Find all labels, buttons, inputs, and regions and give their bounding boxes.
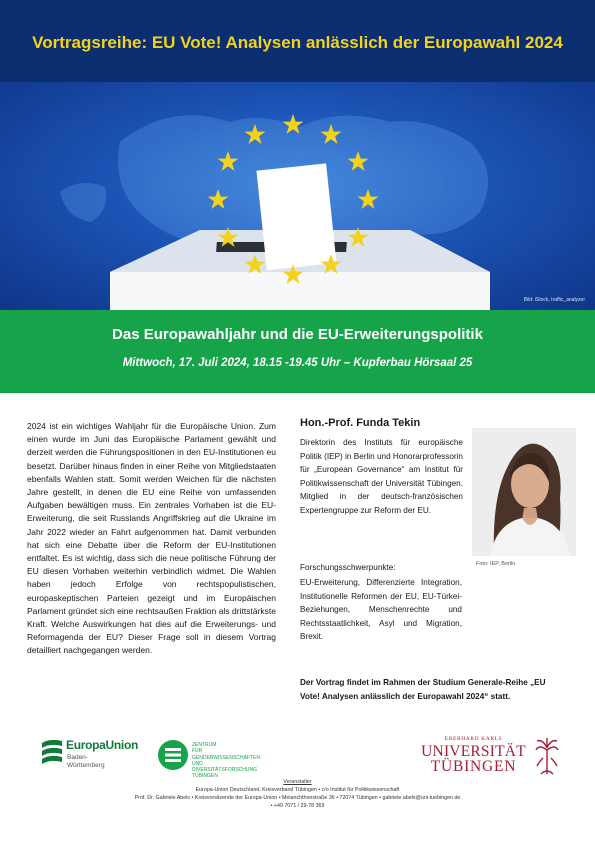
footer-line-2: Prof. Dr. Gabriele Abels • Kreisvorsitzende der Europa-Union • Melanchthonstraße 36 • 72074 Tübingen • gabriele.abels@uni-tuebingen.de	[134, 795, 461, 801]
series-note: Der Vortrag findet im Rahmen der Studium Generale-Reihe „EU Vote! Analysen anlässlich der Europawahl 2024“ statt.	[300, 678, 546, 701]
studium-logo-text	[192, 742, 260, 780]
event-details: Mittwoch, 17. Juli 2024, 18.15 -19.45 Uhr – Kupferbau Hörsaal 25	[122, 357, 473, 369]
footer-heading: Veranstalter	[283, 779, 312, 785]
page-title: Vortragsreihe: EU Vote! Analysen anlässlich der Europawahl 2024	[32, 33, 563, 52]
palm-tree-seal-icon	[533, 736, 561, 776]
hero-image	[0, 82, 595, 310]
footer	[0, 778, 595, 810]
studium-generale-logo	[158, 738, 260, 780]
speaker-photo	[472, 428, 576, 556]
event-subtitle: Das Europawahljahr und die EU-Erweiterungspolitik	[112, 326, 483, 343]
university-tuebingen-logo	[420, 736, 560, 780]
research-focus-text: EU-Erweiterung, Differenzierte Integration, Institutionelle Reformen der EU, EU-Türkei-Beziehungen, Menschenrechte und Rechtsstaatlichkeit, Asyl und Migration, Brexit.	[300, 578, 462, 642]
description-text: 2024 ist ein wichtiges Wahljahr für die Europäische Union. Zum einen wurde im Juni das Europäische Parlament gewählt und derzeit werden die Führungspositionen in den EU-Institutionen eu besetzt. Darüber hinaus finden in einer Reihe von Mitgliedstaaten ebenfalls Wahlen statt. Somit werden Weichen für die nächsten Jahre gestellt, in denen die EU eine Reihe von umfassenden Aufgaben bewältigen muss. Ein zentrales Vorhaben ist die EU-Erweiterung, die seit Russlands Angriffskrieg auf die Ukraine im Jahr 2022 wieder an Fahrt aufgenommen hat. Damit verbunden hat sich eine Debatte über die Reform der EU-Institutionen entfaltet. Es ist wichtig, dass sich die neue politische Führung der EU diesen Vorhaben weiterhin verbindlich widmet. Die Wahlen haben jedoch Erfolge von rechtspopulistischen, europaskeptischen Parteien gezeigt und im Europäischen Parlament gründet sich eine rechtsaußen Fraktion als drittstärkste Kraft. Welche Auswirkungen hat dies auf die Erweiterungs- und Reformagenda der EU? Dieser Frage soll in diesem Vortrag detailliert nachgegangen werden.	[27, 421, 276, 656]
university-name: UNIVERSITÄT	[421, 743, 526, 760]
studium-line4: TÜBINGEN	[192, 773, 218, 780]
university-top-line: EBERHARD KARLS	[444, 736, 503, 742]
studium-line3: UND DIVERSITÄTSFORSCHUNG	[192, 760, 258, 774]
footer-line-1: Europa-Union Deutschland, Kreisverband Tübingen • c/o Institut für Politikwissenschaft	[195, 787, 400, 793]
image-credit: Bild: iStock, traffic_analyzer	[523, 297, 585, 303]
speaker-bio: Direktorin des Instituts für europäische Politik (IEP) in Berlin und Honorarprofessorin für „European Governance“ am Institut für Politikwissenschaft der Universität Tübingen. Mitglied in der deutsch-französischen Expertengruppe zur Reform der EU.	[300, 438, 463, 515]
eu-stars-icon	[0, 82, 595, 310]
portrait-icon	[472, 428, 576, 556]
europa-union-name: EuropaUnion	[66, 738, 139, 752]
studium-line1: ZENTRUM	[192, 742, 217, 748]
university-city: TÜBINGEN	[430, 758, 517, 775]
research-focus-label: Forschungsschwerpunkte:	[300, 563, 396, 572]
studium-mark-icon	[158, 740, 188, 770]
europa-union-region	[67, 754, 105, 770]
studium-line2: FÜR GENDERWISSENSCHAFTEN	[192, 748, 260, 761]
europa-union-logo	[40, 735, 150, 775]
europa-union-region-line1: Baden-	[67, 754, 88, 761]
event-band	[0, 310, 595, 393]
europa-union-region-line2: Württemberg	[67, 762, 105, 769]
photo-credit: Foto: IEP, Berlin	[476, 561, 516, 567]
speaker-name: Hon.-Prof. Funda Tekin	[300, 417, 421, 429]
europa-union-mark-icon	[40, 737, 66, 769]
footer-line-3: • +49 7071 / 29-78 369	[270, 803, 325, 809]
